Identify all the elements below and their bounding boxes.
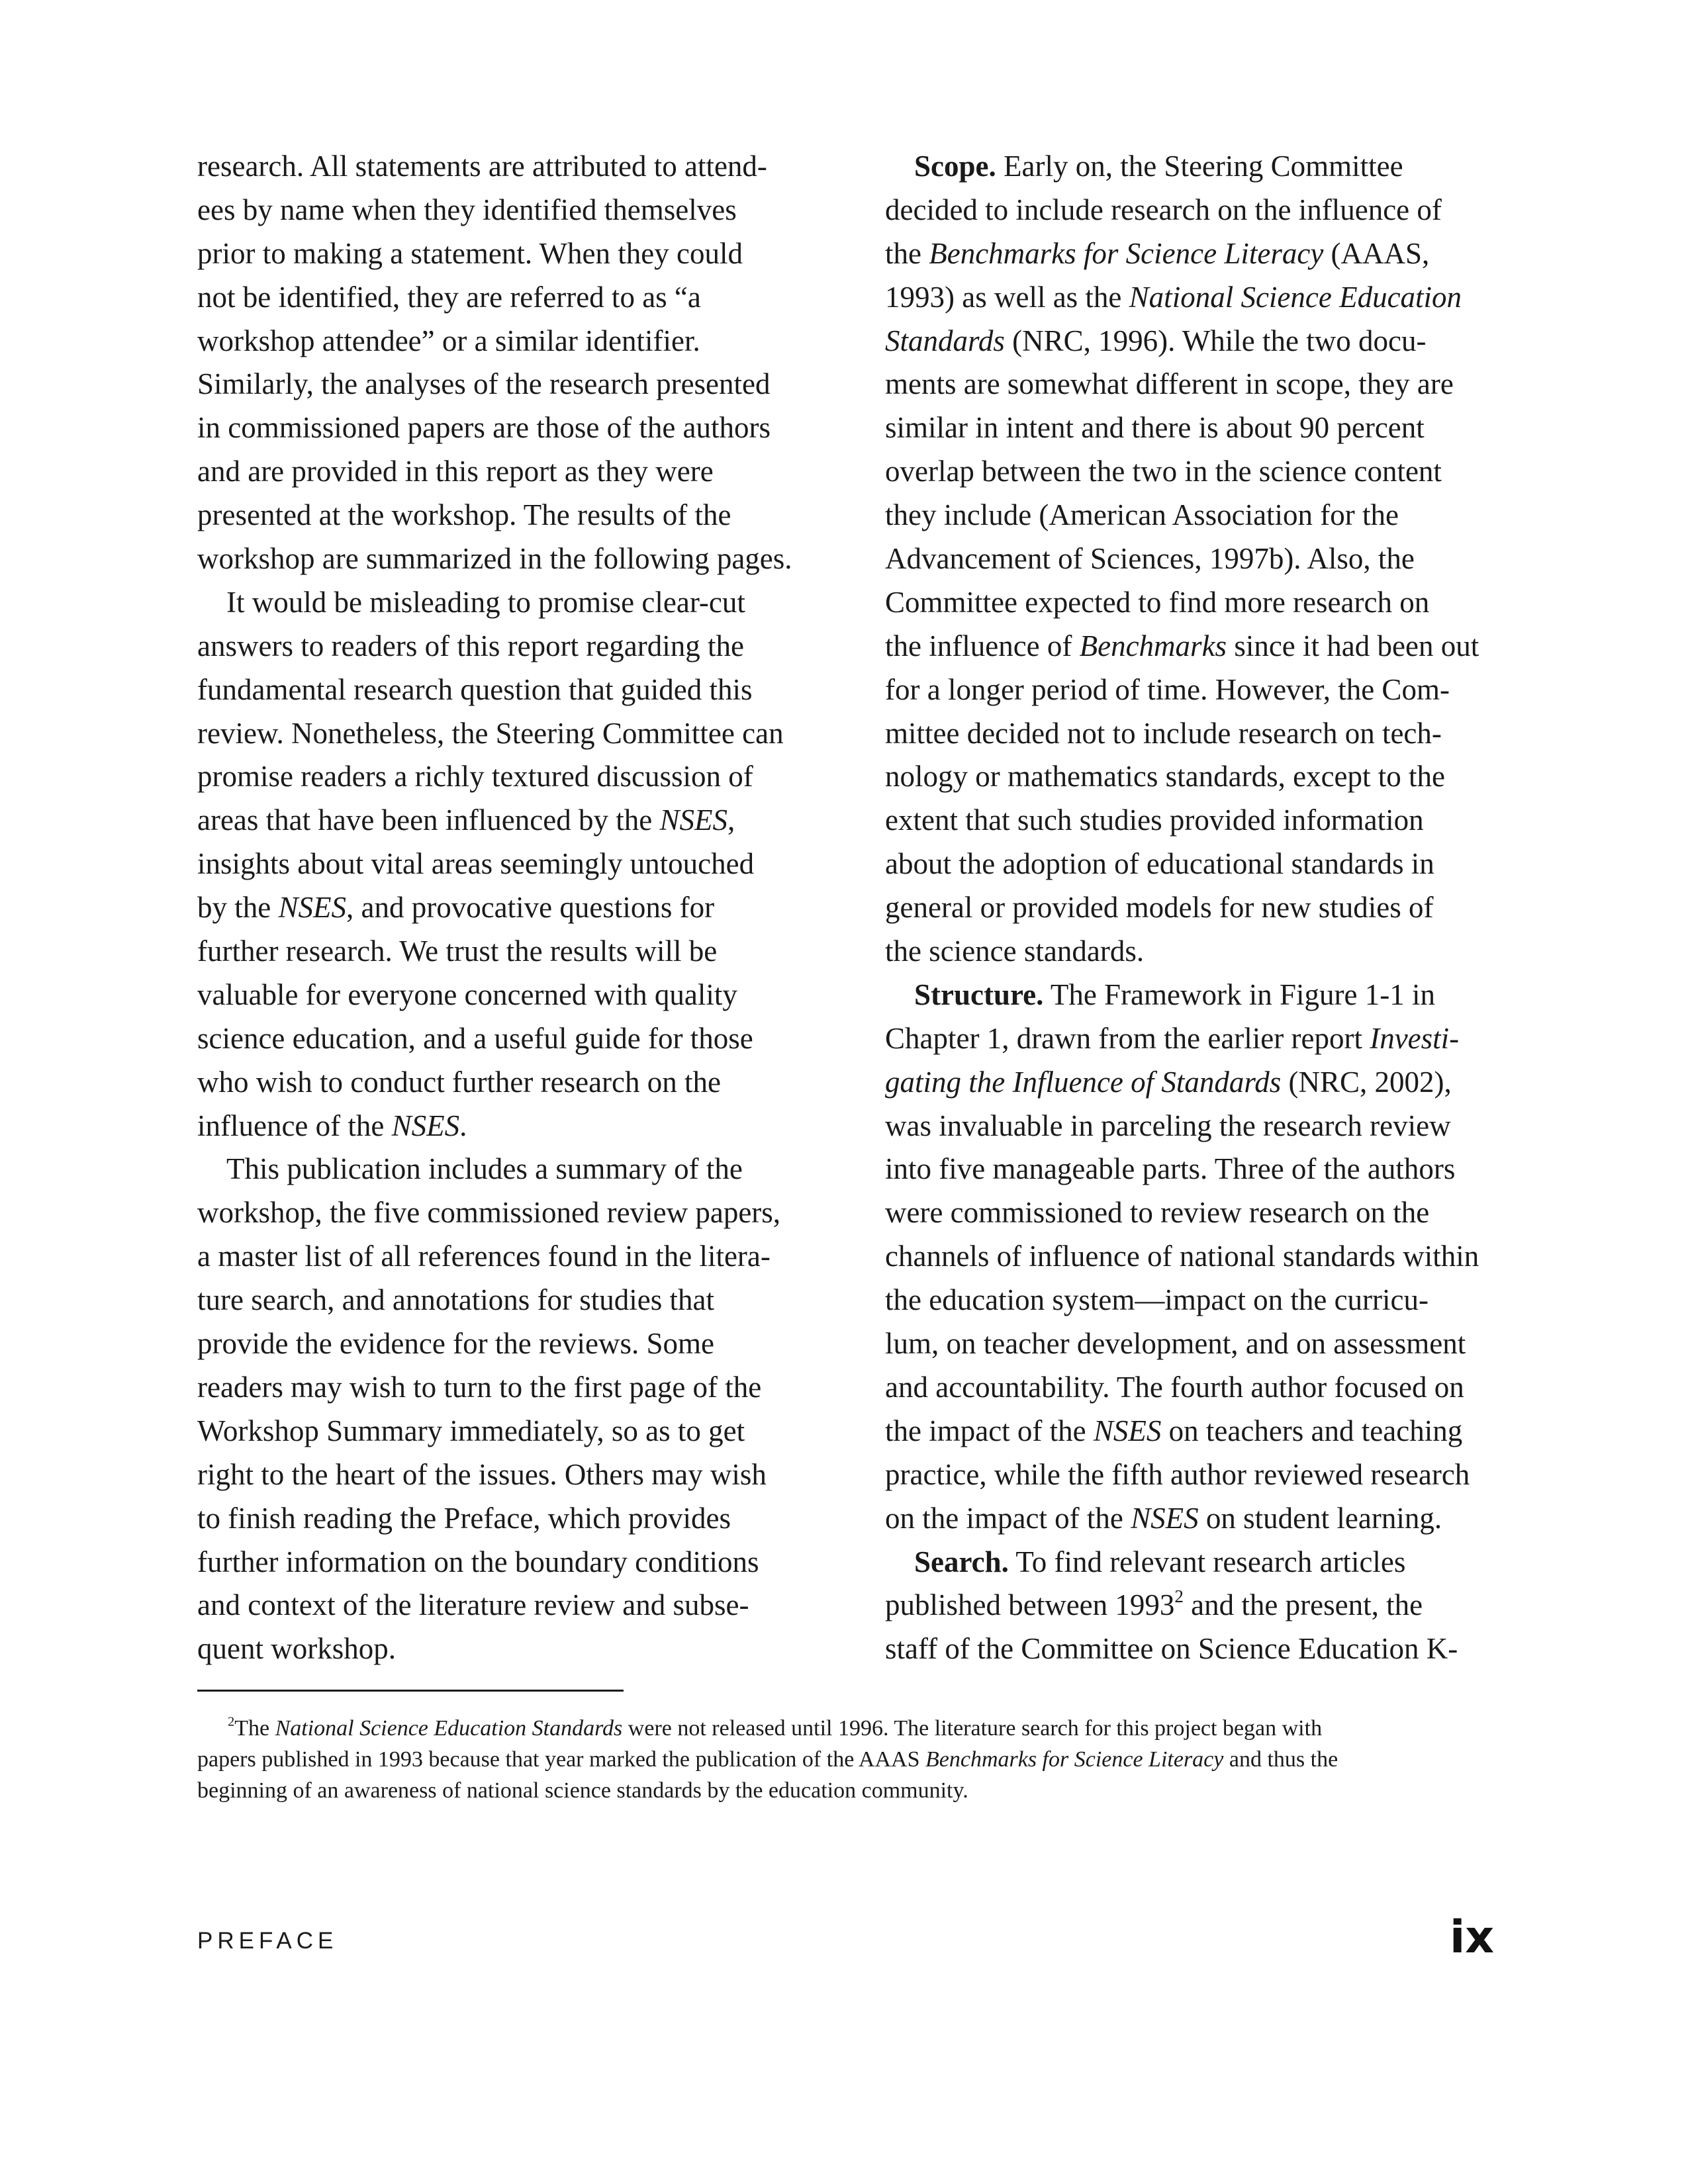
text-line: a master list of all references found in the litera- xyxy=(197,1240,771,1273)
text-line: further research. We trust the results will be xyxy=(197,934,718,968)
text-line: extent that such studies provided information xyxy=(885,803,1424,837)
text-line: Scope. Early on, the Steering Committee xyxy=(914,150,1403,183)
text-line: into five manageable parts. Three of the authors xyxy=(885,1152,1456,1186)
text-line: gating the Influence of Standards (NRC, 2002), xyxy=(885,1065,1452,1099)
text-line: and are provided in this report as they were xyxy=(197,455,714,488)
text-line: fundamental research question that guided this xyxy=(197,672,753,706)
text-line: science education, and a useful guide for those xyxy=(197,1021,753,1055)
italic-text: Benchmarks for Science Literacy xyxy=(929,236,1324,270)
italic-text: National Science Education Standards xyxy=(275,1716,623,1741)
italic-text: Benchmarks xyxy=(1079,629,1227,662)
text-line: by the NSES, and provocative questions for xyxy=(197,891,715,925)
run-in-heading: Structure. xyxy=(914,978,1044,1011)
text-line: on the impact of the NSES on student learning. xyxy=(885,1501,1442,1535)
text-line: answers to readers of this report regarding the xyxy=(197,629,744,662)
text-line: and context of the literature review and subse- xyxy=(197,1588,749,1622)
footnote-marker: 2 xyxy=(1174,1586,1184,1607)
text-line: Committee expected to find more research on xyxy=(885,585,1430,619)
text-line: were commissioned to review research on the xyxy=(885,1196,1430,1230)
italic-text: Standards xyxy=(885,324,1005,357)
text-line: Search. To find relevant research articles xyxy=(914,1545,1406,1578)
run-in-heading: Search. xyxy=(914,1545,1009,1578)
text-line: overlap between the two in the science content xyxy=(885,455,1442,488)
text-line: Chapter 1, drawn from the earlier report Investi- xyxy=(885,1021,1460,1055)
text-line: review. Nonetheless, the Steering Committee can xyxy=(197,716,784,750)
text-line: This publication includes a summary of the xyxy=(226,1152,743,1186)
text-line: not be identified, they are referred to as “a xyxy=(197,280,701,314)
text-line: readers may wish to turn to the first page of the xyxy=(197,1370,762,1404)
text-line: the science standards. xyxy=(885,934,1145,968)
italic-text: NSES xyxy=(659,803,727,837)
text-line: further information on the boundary conditions xyxy=(197,1545,759,1578)
text-line: prior to making a statement. When they could xyxy=(197,236,743,270)
text-line: Workshop Summary immediately, so as to get xyxy=(197,1414,745,1447)
run-in-heading: Scope. xyxy=(914,150,996,183)
text-line: ture search, and annotations for studies that xyxy=(197,1283,715,1317)
text-line: practice, while the fifth author reviewed research xyxy=(885,1457,1470,1491)
text-line: mittee decided not to include research on tech- xyxy=(885,716,1442,750)
text-line: nology or mathematics standards, except to the xyxy=(885,760,1446,794)
text-line: research. All statements are attributed to attend- xyxy=(197,150,767,183)
text-line: who wish to conduct further research on the xyxy=(197,1065,721,1099)
text-line: workshop attendee” or a similar identifier. xyxy=(197,324,700,357)
text-line: channels of influence of national standards within xyxy=(885,1240,1479,1273)
text-line: beginning of an awareness of national science standards by the education community. xyxy=(197,1778,968,1803)
text-line: ments are somewhat different in scope, they are xyxy=(885,367,1454,401)
text-line: lum, on teacher development, and on assessment xyxy=(885,1327,1466,1361)
text-line: right to the heart of the issues. Others may wish xyxy=(197,1457,767,1491)
text-line: the impact of the NSES on teachers and teaching xyxy=(885,1414,1463,1447)
text-line: in commissioned papers are those of the authors xyxy=(197,411,771,445)
text-line: influence of the NSES. xyxy=(197,1109,467,1142)
text-line: and accountability. The fourth author focused on xyxy=(885,1370,1464,1404)
text-line: staff of the Committee on Science Education K- xyxy=(885,1632,1458,1666)
italic-text: NSES xyxy=(1131,1501,1199,1535)
italic-text: Benchmarks for Science Literacy xyxy=(925,1747,1224,1772)
text-line: areas that have been influenced by the NSES, xyxy=(197,803,735,837)
text-line: they include (American Association for the xyxy=(885,498,1399,532)
text-line: It would be misleading to promise clear-cut xyxy=(226,585,745,619)
text-line: to finish reading the Preface, which provides xyxy=(197,1501,731,1535)
text-line: quent workshop. xyxy=(197,1632,396,1666)
text-line: provide the evidence for the reviews. Some xyxy=(197,1327,714,1361)
text-line: about the adoption of educational standards in xyxy=(885,847,1434,881)
italic-text: Investi- xyxy=(1370,1021,1460,1055)
text-line: the influence of Benchmarks since it had been out xyxy=(885,629,1479,662)
italic-text: gating the Influence of Standards xyxy=(885,1065,1282,1099)
text-line: Similarly, the analyses of the research presented xyxy=(197,367,771,401)
text-line: published between 1993$^2$ and the present, the xyxy=(885,1586,1423,1622)
italic-text: NSES xyxy=(278,891,346,925)
italic-text: NSES xyxy=(1093,1414,1162,1447)
italic-text: National Science Education xyxy=(1129,280,1462,314)
text-line: ees by name when they identified themselves xyxy=(197,193,737,226)
text-line: presented at the workshop. The results of the xyxy=(197,498,731,532)
running-head: PREFACE xyxy=(197,1928,338,1954)
text-line: general or provided models for new studies of xyxy=(885,891,1434,925)
footnote-marker: 2 xyxy=(228,1714,235,1729)
text-line: Advancement of Sciences, 1997b). Also, the xyxy=(885,542,1415,576)
text-line: the education system—impact on the curricu- xyxy=(885,1283,1429,1317)
footnote xyxy=(197,1713,1518,1806)
left-column xyxy=(197,145,833,1671)
text-line: promise readers a richly textured discussion of xyxy=(197,760,753,794)
text-line: 1993) as well as the National Science Education xyxy=(885,280,1462,314)
text-line: Standards (NRC, 1996). While the two docu- xyxy=(885,324,1427,357)
footnote-rule xyxy=(197,1690,624,1692)
text-line: papers published in 1993 because that year marked the publication of the AAAS Benchmarks for Science Literacy and thus the xyxy=(197,1747,1338,1772)
text-line: for a longer period of time. However, the Com- xyxy=(885,672,1450,706)
text-line: decided to include research on the influence of xyxy=(885,193,1442,226)
text-line: was invaluable in parceling the research review xyxy=(885,1109,1451,1142)
italic-text: NSES xyxy=(391,1109,460,1142)
text-line: Structure. The Framework in Figure 1-1 in xyxy=(914,978,1435,1011)
text-line: workshop are summarized in the following pages. xyxy=(197,542,792,576)
page-number: ix xyxy=(1450,1911,1495,1964)
text-line: the Benchmarks for Science Literacy (AAAS, xyxy=(885,236,1430,270)
text-line: workshop, the five commissioned review papers, xyxy=(197,1196,781,1230)
text-line: insights about vital areas seemingly untouched xyxy=(197,847,755,881)
text-line: $^2$The National Science Education Standards were not released until 1996. The literature search for this project began with xyxy=(228,1714,1323,1741)
right-column xyxy=(885,145,1534,1671)
text-line: valuable for everyone concerned with quality xyxy=(197,978,737,1011)
text-line: similar in intent and there is about 90 percent xyxy=(885,411,1425,445)
